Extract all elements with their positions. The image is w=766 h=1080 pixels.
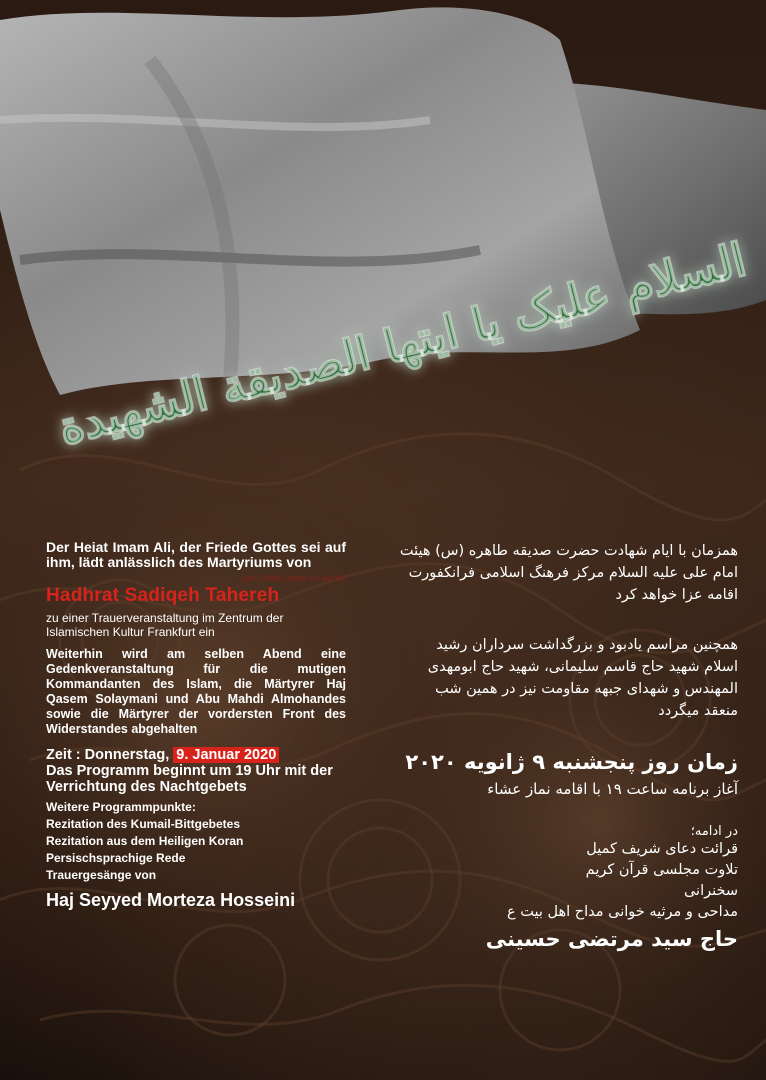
german-time-line xyxy=(46,747,346,763)
persian-column xyxy=(398,540,738,951)
persian-singer-name: حاج سید مرتضی حسینی xyxy=(485,927,738,951)
german-invite: zu einer Trauerveranstaltung im Zentrum der Islamischen Kultur Frankfurt ein xyxy=(46,611,284,639)
calligraphy-text: السلام علیک یا ایتها الصدیقة الشهیدة xyxy=(53,232,752,456)
list-item: سخنرانی xyxy=(683,883,738,899)
list-item: Trauergesänge von xyxy=(46,868,157,882)
german-honoree-name: Hadhrat Sadiqeh Tahereh xyxy=(46,585,280,606)
persian-program-title: در ادامه؛ xyxy=(690,824,738,839)
german-zeit-label: Zeit : Donnerstag, xyxy=(46,747,170,763)
list-item: Rezitation aus dem Heiligen Koran xyxy=(46,834,244,848)
list-item: قرائت دعای شریف کمیل xyxy=(586,841,738,857)
list-item: مداحی و مرثیه خوانی مداح اهل بیت ع xyxy=(506,904,738,920)
list-item: Rezitation des Kumail-Bittgebetes xyxy=(46,817,241,831)
german-memorial: Weiterhin wird am selben Abend eine Gedenkveranstaltung für die mutigen Kommandanten des Islam, die Märtyrer Haj Qasem Solaymani und Abu Mahdi Almohandes sowie die Märtyrer der vordersten Front des Widerstandes abgehalten xyxy=(46,647,346,736)
german-column xyxy=(46,540,346,911)
persian-date: زمان روز پنجشنبه ۹ ژانویه ۲۰۲۰ xyxy=(405,750,738,774)
list-item: Persischsprachige Rede xyxy=(46,851,186,865)
persian-program-list xyxy=(398,839,738,923)
german-program-list xyxy=(46,816,346,884)
arabic-calligraphy xyxy=(53,170,752,500)
german-date-badge: 9. Januar 2020 xyxy=(173,747,279,763)
german-program-start: Das Programm beginnt um 19 Uhr mit der Verrichtung des Nachtgebets xyxy=(46,763,333,795)
german-intro: Der Heiat Imam Ali, der Friede Gottes sei auf ihm, lädt anlässlich des Martyriums von xyxy=(46,539,346,570)
persian-memorial: همچنین مراسم یادبود و بزرگداشت سرداران رشید اسلام شهید حاج قاسم سلیمانی، شهید حاج ابومهدی المهندس و شهدای جبهه مقاومت نیز در همین شب منعقد میگردد xyxy=(427,637,738,719)
german-blessing: (der Friede Gottes sei auf ihr) xyxy=(241,574,346,583)
list-item: تلاوت مجلسی قرآن کریم xyxy=(585,862,738,878)
persian-time: آغاز برنامه ساعت ۱۹ با اقامه نماز عشاء xyxy=(487,780,738,798)
persian-intro: همزمان با ایام شهادت حضرت صدیقه طاهره (س) هیئت امام علی علیه السلام مرکز فرهنگ اسلامی فرانکفورت اقامه عزا خواهد کرد xyxy=(399,543,738,603)
german-program-title: Weitere Programmpunkte: xyxy=(46,800,196,814)
german-singer-name: Haj Seyyed Morteza Hosseini xyxy=(46,890,296,910)
